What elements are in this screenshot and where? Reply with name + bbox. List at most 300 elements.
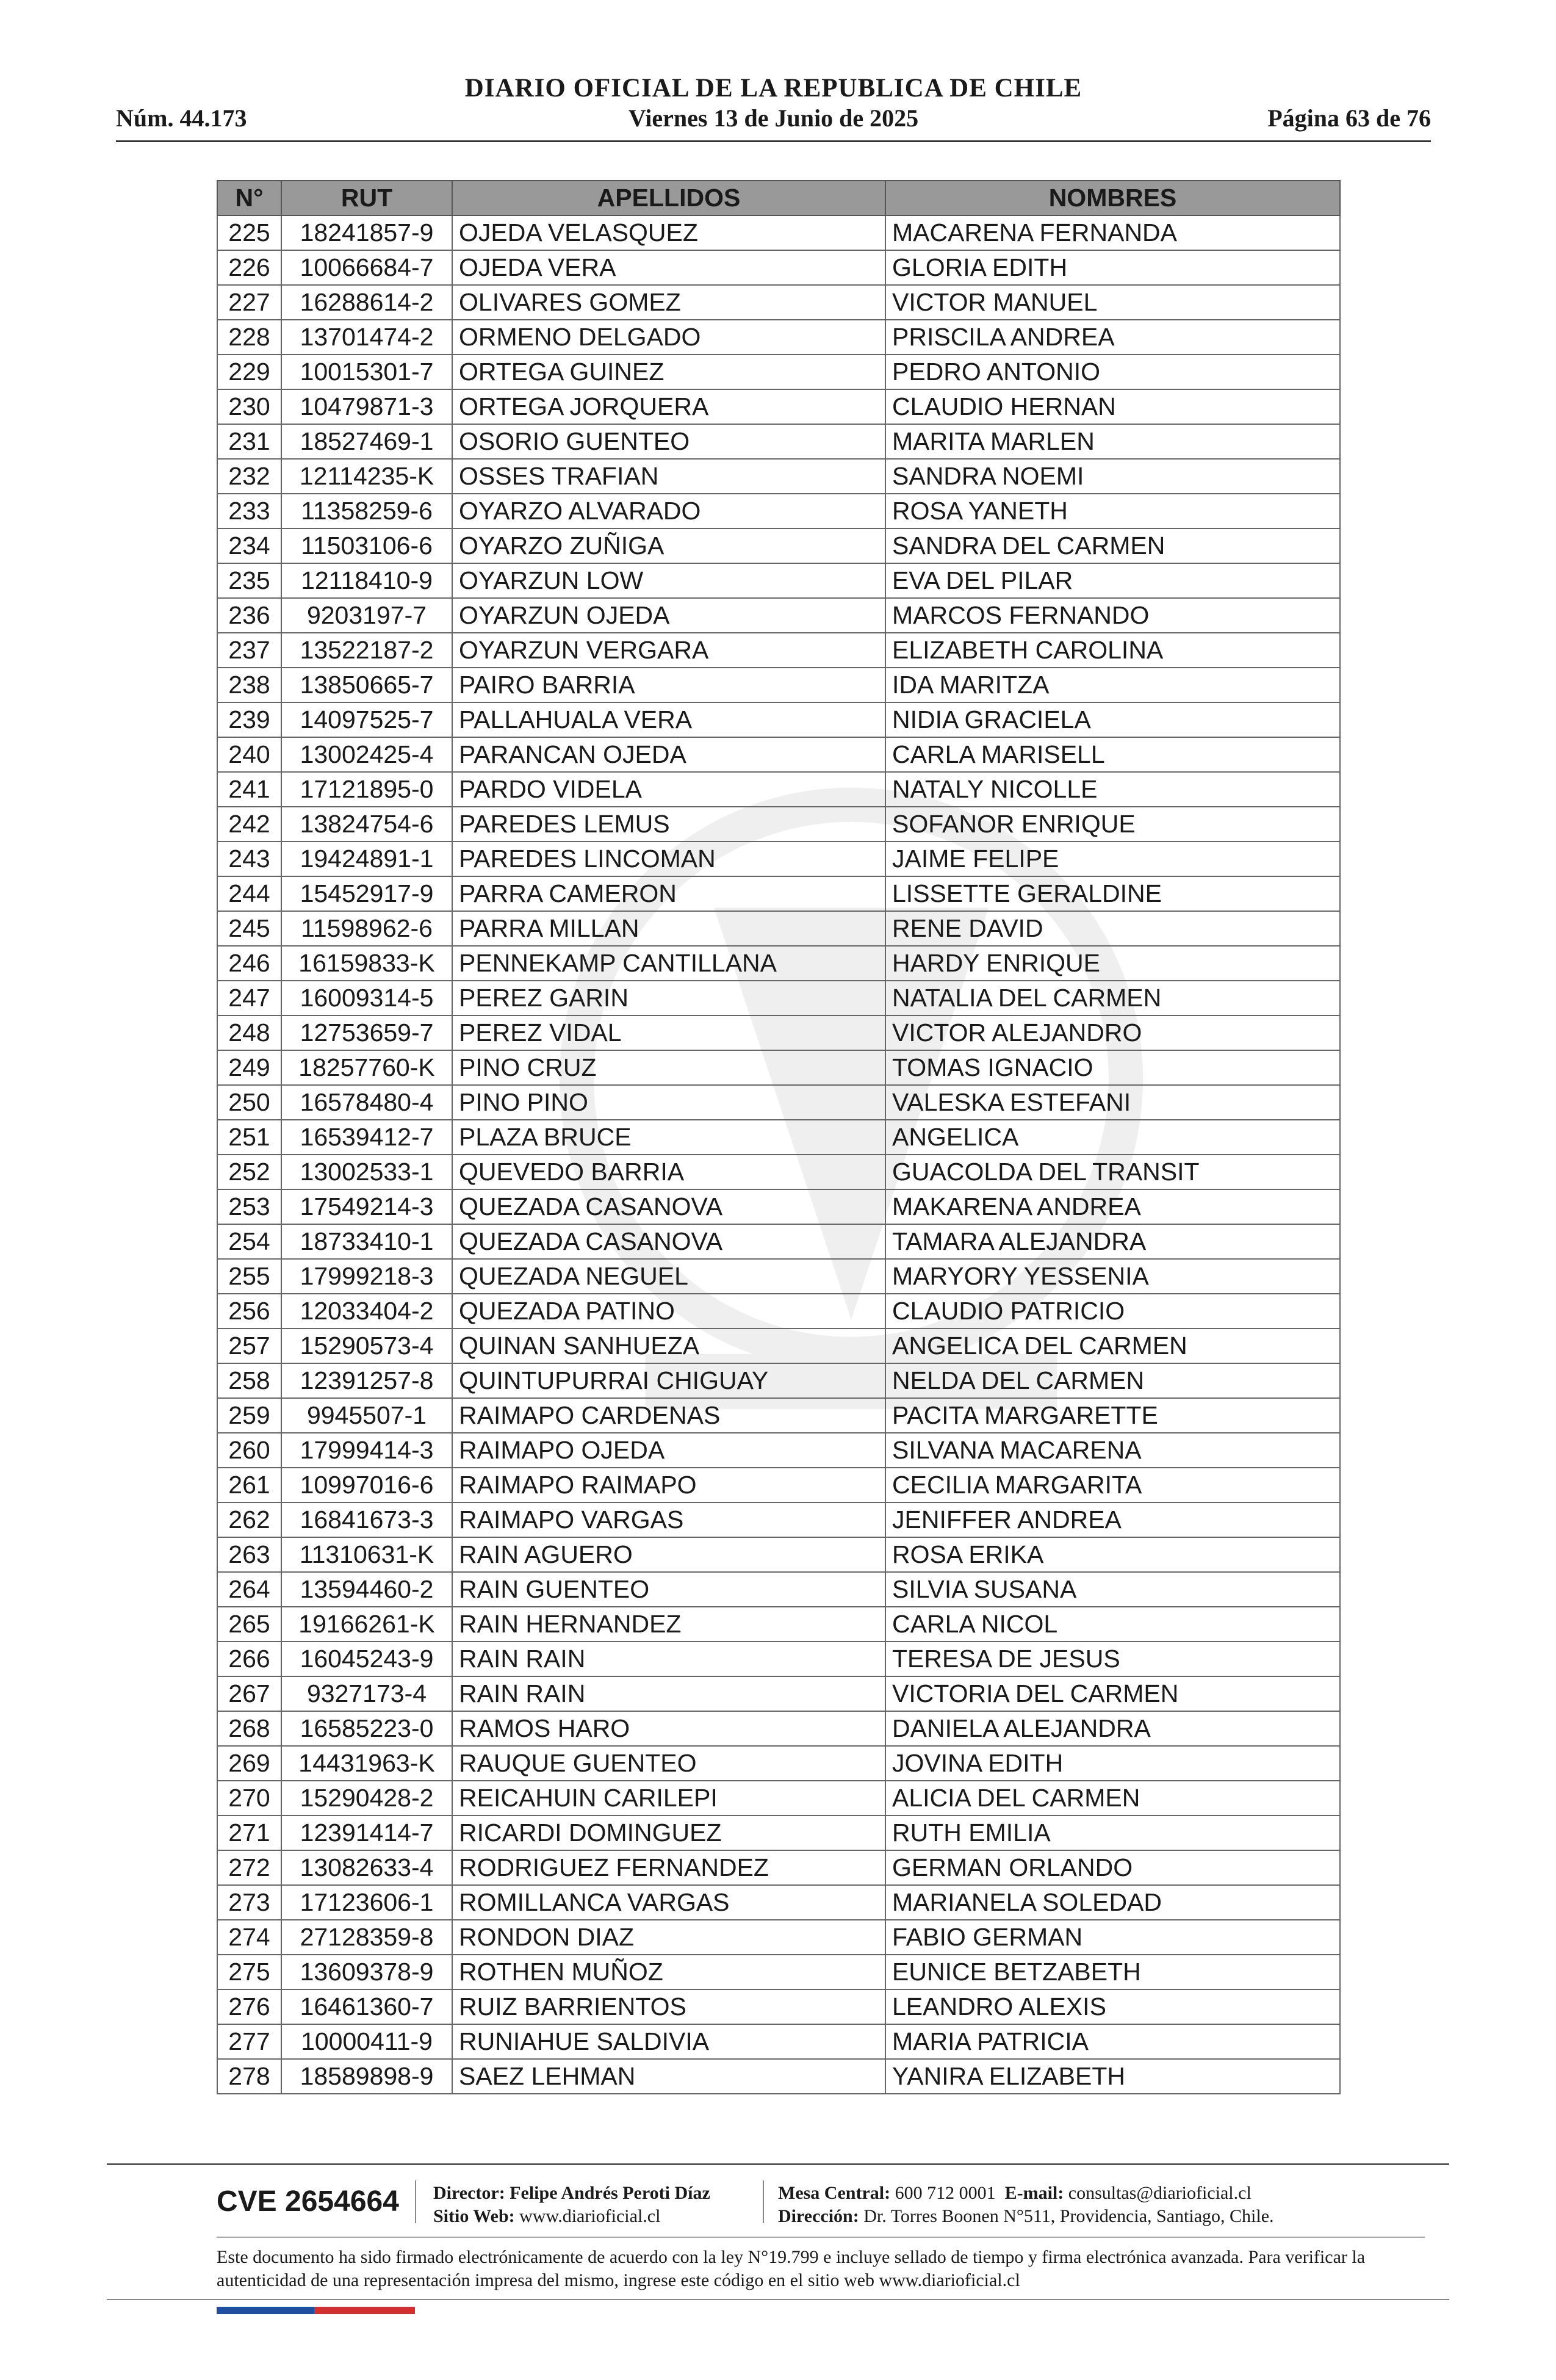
table-row <box>217 1537 1340 1572</box>
surnames-cell: OJEDA VERA <box>452 250 885 285</box>
table-row <box>217 1955 1340 1989</box>
names-cell: EVA DEL PILAR <box>885 563 1340 598</box>
surnames-cell: RAIMAPO RAIMAPO <box>452 1468 885 1502</box>
phone-number: 600 712 0001 <box>895 2183 996 2203</box>
rut-cell: 18527469-1 <box>281 424 452 459</box>
names-cell: SILVIA SUSANA <box>885 1572 1340 1607</box>
surnames-cell: ORMENO DELGADO <box>452 320 885 355</box>
row-number: 268 <box>217 1711 281 1746</box>
table-row <box>217 1746 1340 1781</box>
footer-divider-bottom <box>107 2299 1449 2300</box>
surnames-cell: ORTEGA GUINEZ <box>452 355 885 389</box>
surnames-cell: RUIZ BARRIENTOS <box>452 1989 885 2024</box>
surnames-cell: PAIRO BARRIA <box>452 668 885 702</box>
row-number: 267 <box>217 1676 281 1711</box>
surnames-cell: PAREDES LEMUS <box>452 807 885 842</box>
flag-stripe-red <box>314 2307 415 2314</box>
table-row <box>217 459 1340 494</box>
surnames-cell: PALLAHUALA VERA <box>452 702 885 737</box>
names-cell: VICTOR ALEJANDRO <box>885 1015 1340 1050</box>
row-number: 273 <box>217 1885 281 1920</box>
table-row <box>217 1050 1340 1085</box>
column-header-names: NOMBRES <box>885 181 1340 215</box>
surnames-cell: PARDO VIDELA <box>452 772 885 807</box>
rut-cell: 9203197-7 <box>281 598 452 633</box>
table-row <box>217 807 1340 842</box>
row-number: 262 <box>217 1502 281 1537</box>
row-number: 226 <box>217 250 281 285</box>
row-number: 250 <box>217 1085 281 1120</box>
rut-cell: 14431963-K <box>281 1746 452 1781</box>
rut-cell: 11358259-6 <box>281 494 452 528</box>
row-number: 240 <box>217 737 281 772</box>
header-divider <box>116 140 1431 142</box>
names-cell: DANIELA ALEJANDRA <box>885 1711 1340 1746</box>
rut-cell: 13522187-2 <box>281 633 452 668</box>
row-number: 244 <box>217 876 281 911</box>
surnames-cell: RAIMAPO VARGAS <box>452 1502 885 1537</box>
table-row <box>217 1363 1340 1398</box>
surnames-cell: RAIN RAIN <box>452 1642 885 1676</box>
rut-cell: 11598962-6 <box>281 911 452 946</box>
names-cell: GUACOLDA DEL TRANSIT <box>885 1155 1340 1189</box>
surnames-cell: PARANCAN OJEDA <box>452 737 885 772</box>
table-row <box>217 494 1340 528</box>
rut-cell: 16841673-3 <box>281 1502 452 1537</box>
row-number: 236 <box>217 598 281 633</box>
rut-cell: 16045243-9 <box>281 1642 452 1676</box>
page-header <box>116 73 1431 143</box>
phone-label: Mesa Central: <box>778 2183 891 2203</box>
rut-cell: 13701474-2 <box>281 320 452 355</box>
surnames-cell: OSORIO GUENTEO <box>452 424 885 459</box>
surnames-cell: REICAHUIN CARILEPI <box>452 1781 885 1816</box>
surnames-cell: RAUQUE GUENTEO <box>452 1746 885 1781</box>
rut-cell: 15290573-4 <box>281 1329 452 1363</box>
row-number: 234 <box>217 528 281 563</box>
surnames-cell: RAIMAPO CARDENAS <box>452 1398 885 1433</box>
cve-code: CVE 2654664 <box>217 2185 399 2218</box>
row-number: 264 <box>217 1572 281 1607</box>
website-link[interactable]: www.diarioficial.cl <box>519 2206 661 2226</box>
table-row <box>217 1572 1340 1607</box>
table-row <box>217 2059 1340 2094</box>
names-cell: SANDRA NOEMI <box>885 459 1340 494</box>
table-row <box>217 1502 1340 1537</box>
surnames-cell: SAEZ LEHMAN <box>452 2059 885 2094</box>
surnames-cell: QUEZADA CASANOVA <box>452 1224 885 1259</box>
rut-cell: 10997016-6 <box>281 1468 452 1502</box>
names-cell: TERESA DE JESUS <box>885 1642 1340 1676</box>
row-number: 259 <box>217 1398 281 1433</box>
row-number: 258 <box>217 1363 281 1398</box>
names-cell: MAKARENA ANDREA <box>885 1189 1340 1224</box>
table-row <box>217 355 1340 389</box>
surnames-cell: RODRIGUEZ FERNANDEZ <box>452 1850 885 1885</box>
table-header-row <box>217 181 1340 215</box>
surnames-cell: PLAZA BRUCE <box>452 1120 885 1155</box>
row-number: 228 <box>217 320 281 355</box>
table-row <box>217 1015 1340 1050</box>
table-row <box>217 1920 1340 1955</box>
names-cell: MARCOS FERNANDO <box>885 598 1340 633</box>
surnames-cell: RAIN GUENTEO <box>452 1572 885 1607</box>
director-label: Director: <box>433 2183 505 2203</box>
row-number: 277 <box>217 2024 281 2059</box>
names-cell: MARYORY YESSENIA <box>885 1259 1340 1294</box>
page-number: Página 63 de 76 <box>1267 104 1431 132</box>
rut-cell: 18241857-9 <box>281 215 452 250</box>
table-row <box>217 285 1340 320</box>
names-cell: SILVANA MACARENA <box>885 1433 1340 1468</box>
names-cell: MACARENA FERNANDA <box>885 215 1340 250</box>
surnames-cell: PENNEKAMP CANTILLANA <box>452 946 885 981</box>
row-number: 227 <box>217 285 281 320</box>
surnames-cell: OLIVARES GOMEZ <box>452 285 885 320</box>
names-cell: ROSA ERIKA <box>885 1537 1340 1572</box>
page-footer <box>107 2163 1449 2316</box>
issue-number: Núm. 44.173 <box>116 104 247 132</box>
rut-cell: 16159833-K <box>281 946 452 981</box>
rut-cell: 16578480-4 <box>281 1085 452 1120</box>
table-row <box>217 1189 1340 1224</box>
rut-cell: 9327173-4 <box>281 1676 452 1711</box>
table-row <box>217 598 1340 633</box>
surnames-cell: QUEVEDO BARRIA <box>452 1155 885 1189</box>
table-row <box>217 320 1340 355</box>
names-cell: NELDA DEL CARMEN <box>885 1363 1340 1398</box>
rut-cell: 13824754-6 <box>281 807 452 842</box>
row-number: 266 <box>217 1642 281 1676</box>
names-cell: ROSA YANETH <box>885 494 1340 528</box>
address-label: Dirección: <box>778 2206 859 2226</box>
names-cell: LEANDRO ALEXIS <box>885 1989 1340 2024</box>
table-row <box>217 424 1340 459</box>
row-number: 278 <box>217 2059 281 2094</box>
surnames-cell: OYARZUN LOW <box>452 563 885 598</box>
surnames-cell: ROTHEN MUÑOZ <box>452 1955 885 1989</box>
names-cell: IDA MARITZA <box>885 668 1340 702</box>
rut-cell: 12391414-7 <box>281 1816 452 1850</box>
names-cell: NIDIA GRACIELA <box>885 702 1340 737</box>
rut-cell: 19424891-1 <box>281 842 452 876</box>
table-row <box>217 1259 1340 1294</box>
table-row <box>217 1711 1340 1746</box>
names-cell: MARIA PATRICIA <box>885 2024 1340 2059</box>
table-row <box>217 668 1340 702</box>
names-cell: CECILIA MARGARITA <box>885 1468 1340 1502</box>
names-cell: HARDY ENRIQUE <box>885 946 1340 981</box>
row-number: 253 <box>217 1189 281 1224</box>
names-cell: VICTORIA DEL CARMEN <box>885 1676 1340 1711</box>
row-number: 246 <box>217 946 281 981</box>
table-row <box>217 911 1340 946</box>
rut-cell: 17999218-3 <box>281 1259 452 1294</box>
rut-cell: 12114235-K <box>281 459 452 494</box>
names-cell: ELIZABETH CAROLINA <box>885 633 1340 668</box>
surnames-cell: RAIMAPO OJEDA <box>452 1433 885 1468</box>
rut-cell: 13002425-4 <box>281 737 452 772</box>
surnames-cell: RAIN RAIN <box>452 1676 885 1711</box>
row-number: 261 <box>217 1468 281 1502</box>
names-cell: JOVINA EDITH <box>885 1746 1340 1781</box>
row-number: 242 <box>217 807 281 842</box>
names-cell: NATALIA DEL CARMEN <box>885 981 1340 1015</box>
surnames-cell: RAIN HERNANDEZ <box>452 1607 885 1642</box>
row-number: 265 <box>217 1607 281 1642</box>
table-row <box>217 876 1340 911</box>
director-name: Felipe Andrés Peroti Díaz <box>510 2183 710 2203</box>
names-cell: GERMAN ORLANDO <box>885 1850 1340 1885</box>
table-row <box>217 1329 1340 1363</box>
row-number: 232 <box>217 459 281 494</box>
director-block <box>433 2182 710 2228</box>
names-cell: YANIRA ELIZABETH <box>885 2059 1340 2094</box>
names-cell: LISSETTE GERALDINE <box>885 876 1340 911</box>
surnames-cell: QUINTUPURRAI CHIGUAY <box>452 1363 885 1398</box>
rut-cell: 16009314-5 <box>281 981 452 1015</box>
table-row <box>217 1676 1340 1711</box>
rut-cell: 18733410-1 <box>281 1224 452 1259</box>
rut-cell: 12391257-8 <box>281 1363 452 1398</box>
footer-separator <box>415 2180 416 2223</box>
surnames-cell: PEREZ VIDAL <box>452 1015 885 1050</box>
table-row <box>217 528 1340 563</box>
table-row <box>217 1642 1340 1676</box>
rut-cell: 11503106-6 <box>281 528 452 563</box>
column-header-rut: RUT <box>281 181 452 215</box>
rut-cell: 11310631-K <box>281 1537 452 1572</box>
row-number: 271 <box>217 1816 281 1850</box>
names-cell: PEDRO ANTONIO <box>885 355 1340 389</box>
names-cell: SOFANOR ENRIQUE <box>885 807 1340 842</box>
names-cell: CLAUDIO PATRICIO <box>885 1294 1340 1329</box>
row-number: 257 <box>217 1329 281 1363</box>
rut-cell: 9945507-1 <box>281 1398 452 1433</box>
row-number: 225 <box>217 215 281 250</box>
table-row <box>217 1120 1340 1155</box>
row-number: 254 <box>217 1224 281 1259</box>
table-row <box>217 389 1340 424</box>
row-number: 235 <box>217 563 281 598</box>
column-header-surnames: APELLIDOS <box>452 181 885 215</box>
table-row <box>217 1850 1340 1885</box>
names-cell: ANGELICA <box>885 1120 1340 1155</box>
rut-cell: 17123606-1 <box>281 1885 452 1920</box>
row-number: 247 <box>217 981 281 1015</box>
names-cell: PRISCILA ANDREA <box>885 320 1340 355</box>
row-number: 256 <box>217 1294 281 1329</box>
names-cell: VICTOR MANUEL <box>885 285 1340 320</box>
table-row <box>217 2024 1340 2059</box>
surnames-cell: PEREZ GARIN <box>452 981 885 1015</box>
rut-cell: 16461360-7 <box>281 1989 452 2024</box>
surnames-cell: PARRA CAMERON <box>452 876 885 911</box>
table-row <box>217 737 1340 772</box>
footer-divider-mid <box>217 2237 1425 2238</box>
publication-title: DIARIO OFICIAL DE LA REPUBLICA DE CHILE <box>464 74 1082 103</box>
table-row <box>217 772 1340 807</box>
column-header-number: N° <box>217 181 281 215</box>
table-row <box>217 1433 1340 1468</box>
row-number: 248 <box>217 1015 281 1050</box>
row-number: 241 <box>217 772 281 807</box>
table-row <box>217 1816 1340 1850</box>
surnames-cell: RICARDI DOMINGUEZ <box>452 1816 885 1850</box>
table-row <box>217 981 1340 1015</box>
table-row <box>217 702 1340 737</box>
surnames-cell: QUEZADA PATINO <box>452 1294 885 1329</box>
names-cell: ANGELICA DEL CARMEN <box>885 1329 1340 1363</box>
row-number: 229 <box>217 355 281 389</box>
row-number: 233 <box>217 494 281 528</box>
row-number: 243 <box>217 842 281 876</box>
row-number: 231 <box>217 424 281 459</box>
surnames-cell: OYARZUN VERGARA <box>452 633 885 668</box>
row-number: 251 <box>217 1120 281 1155</box>
names-cell: FABIO GERMAN <box>885 1920 1340 1955</box>
rut-cell: 12033404-2 <box>281 1294 452 1329</box>
table-row <box>217 842 1340 876</box>
email-link[interactable]: consultas@diarioficial.cl <box>1068 2183 1252 2203</box>
names-cell: EUNICE BETZABETH <box>885 1955 1340 1989</box>
rut-cell: 16585223-0 <box>281 1711 452 1746</box>
footer-divider-top <box>107 2163 1449 2165</box>
names-cell: SANDRA DEL CARMEN <box>885 528 1340 563</box>
rut-cell: 13609378-9 <box>281 1955 452 1989</box>
surnames-cell: QUEZADA NEGUEL <box>452 1259 885 1294</box>
names-cell: JENIFFER ANDREA <box>885 1502 1340 1537</box>
surnames-cell: PAREDES LINCOMAN <box>452 842 885 876</box>
table-row <box>217 1989 1340 2024</box>
contact-block <box>778 2182 1274 2228</box>
rut-cell: 13002533-1 <box>281 1155 452 1189</box>
rut-cell: 17121895-0 <box>281 772 452 807</box>
rut-cell: 13082633-4 <box>281 1850 452 1885</box>
rut-cell: 19166261-K <box>281 1607 452 1642</box>
surnames-cell: QUINAN SANHUEZA <box>452 1329 885 1363</box>
names-cell: RUTH EMILIA <box>885 1816 1340 1850</box>
names-cell: ALICIA DEL CARMEN <box>885 1781 1340 1816</box>
names-cell: NATALY NICOLLE <box>885 772 1340 807</box>
footer-separator <box>763 2180 764 2223</box>
row-number: 237 <box>217 633 281 668</box>
names-cell: MARIANELA SOLEDAD <box>885 1885 1340 1920</box>
surnames-cell: PARRA MILLAN <box>452 911 885 946</box>
names-cell: VALESKA ESTEFANI <box>885 1085 1340 1120</box>
rut-cell: 10015301-7 <box>281 355 452 389</box>
rut-cell: 17999414-3 <box>281 1433 452 1468</box>
surnames-cell: RAIN AGUERO <box>452 1537 885 1572</box>
names-cell: GLORIA EDITH <box>885 250 1340 285</box>
names-cell: RENE DAVID <box>885 911 1340 946</box>
names-cell: TOMAS IGNACIO <box>885 1050 1340 1085</box>
table-row <box>217 946 1340 981</box>
website-label: Sitio Web: <box>433 2206 515 2226</box>
names-cell: MARITA MARLEN <box>885 424 1340 459</box>
surnames-cell: OYARZUN OJEDA <box>452 598 885 633</box>
names-cell: TAMARA ALEJANDRA <box>885 1224 1340 1259</box>
flag-stripe-blue <box>217 2307 314 2314</box>
row-number: 249 <box>217 1050 281 1085</box>
email-label: E-mail: <box>1004 2183 1064 2203</box>
rut-cell: 12753659-7 <box>281 1015 452 1050</box>
table-row <box>217 1294 1340 1329</box>
table-body <box>217 215 1340 2094</box>
rut-cell: 10479871-3 <box>281 389 452 424</box>
names-cell: CARLA MARISELL <box>885 737 1340 772</box>
surnames-cell: OYARZO ALVARADO <box>452 494 885 528</box>
surnames-cell: RONDON DIAZ <box>452 1920 885 1955</box>
rut-cell: 18589898-9 <box>281 2059 452 2094</box>
rut-cell: 16288614-2 <box>281 285 452 320</box>
table-row <box>217 1781 1340 1816</box>
rut-cell: 12118410-9 <box>281 563 452 598</box>
row-number: 269 <box>217 1746 281 1781</box>
row-number: 252 <box>217 1155 281 1189</box>
names-cell: CLAUDIO HERNAN <box>885 389 1340 424</box>
row-number: 263 <box>217 1537 281 1572</box>
row-number: 245 <box>217 911 281 946</box>
row-number: 275 <box>217 1955 281 1989</box>
rut-cell: 27128359-8 <box>281 1920 452 1955</box>
table-row <box>217 250 1340 285</box>
row-number: 270 <box>217 1781 281 1816</box>
table-row <box>217 1224 1340 1259</box>
row-number: 276 <box>217 1989 281 2024</box>
table-row <box>217 1155 1340 1189</box>
table-row <box>217 563 1340 598</box>
surnames-cell: RUNIAHUE SALDIVIA <box>452 2024 885 2059</box>
registry-table <box>217 180 1341 2094</box>
row-number: 260 <box>217 1433 281 1468</box>
row-number: 239 <box>217 702 281 737</box>
table-row <box>217 215 1340 250</box>
row-number: 274 <box>217 1920 281 1955</box>
row-number: 255 <box>217 1259 281 1294</box>
issue-date: Viernes 13 de Junio de 2025 <box>628 104 919 132</box>
surnames-cell: OJEDA VELASQUEZ <box>452 215 885 250</box>
surnames-cell: QUEZADA CASANOVA <box>452 1189 885 1224</box>
surnames-cell: OSSES TRAFIAN <box>452 459 885 494</box>
rut-cell: 13850665-7 <box>281 668 452 702</box>
table-row <box>217 1607 1340 1642</box>
row-number: 238 <box>217 668 281 702</box>
surnames-cell: ORTEGA JORQUERA <box>452 389 885 424</box>
table-row <box>217 1398 1340 1433</box>
rut-cell: 10066684-7 <box>281 250 452 285</box>
legal-notice: Este documento ha sido firmado electrónicamente de acuerdo con la ley N°19.799 e incluye sellado de tiempo y firma electrónica avanzada. Para verificar la autenticidad de una representación impresa del mismo, ingrese este código en el sitio web www.diarioficial.cl <box>217 2247 1366 2290</box>
rut-cell: 13594460-2 <box>281 1572 452 1607</box>
rut-cell: 10000411-9 <box>281 2024 452 2059</box>
table-row <box>217 633 1340 668</box>
rut-cell: 14097525-7 <box>281 702 452 737</box>
names-cell: CARLA NICOL <box>885 1607 1340 1642</box>
names-cell: PACITA MARGARETTE <box>885 1398 1340 1433</box>
rut-cell: 18257760-K <box>281 1050 452 1085</box>
rut-cell: 16539412-7 <box>281 1120 452 1155</box>
row-number: 230 <box>217 389 281 424</box>
table-row <box>217 1468 1340 1502</box>
table-row <box>217 1885 1340 1920</box>
rut-cell: 15290428-2 <box>281 1781 452 1816</box>
surnames-cell: OYARZO ZUÑIGA <box>452 528 885 563</box>
address-text: Dr. Torres Boonen N°511, Providencia, Santiago, Chile. <box>863 2206 1274 2226</box>
surnames-cell: RAMOS HARO <box>452 1711 885 1746</box>
names-cell: JAIME FELIPE <box>885 842 1340 876</box>
surnames-cell: PINO PINO <box>452 1085 885 1120</box>
rut-cell: 17549214-3 <box>281 1189 452 1224</box>
